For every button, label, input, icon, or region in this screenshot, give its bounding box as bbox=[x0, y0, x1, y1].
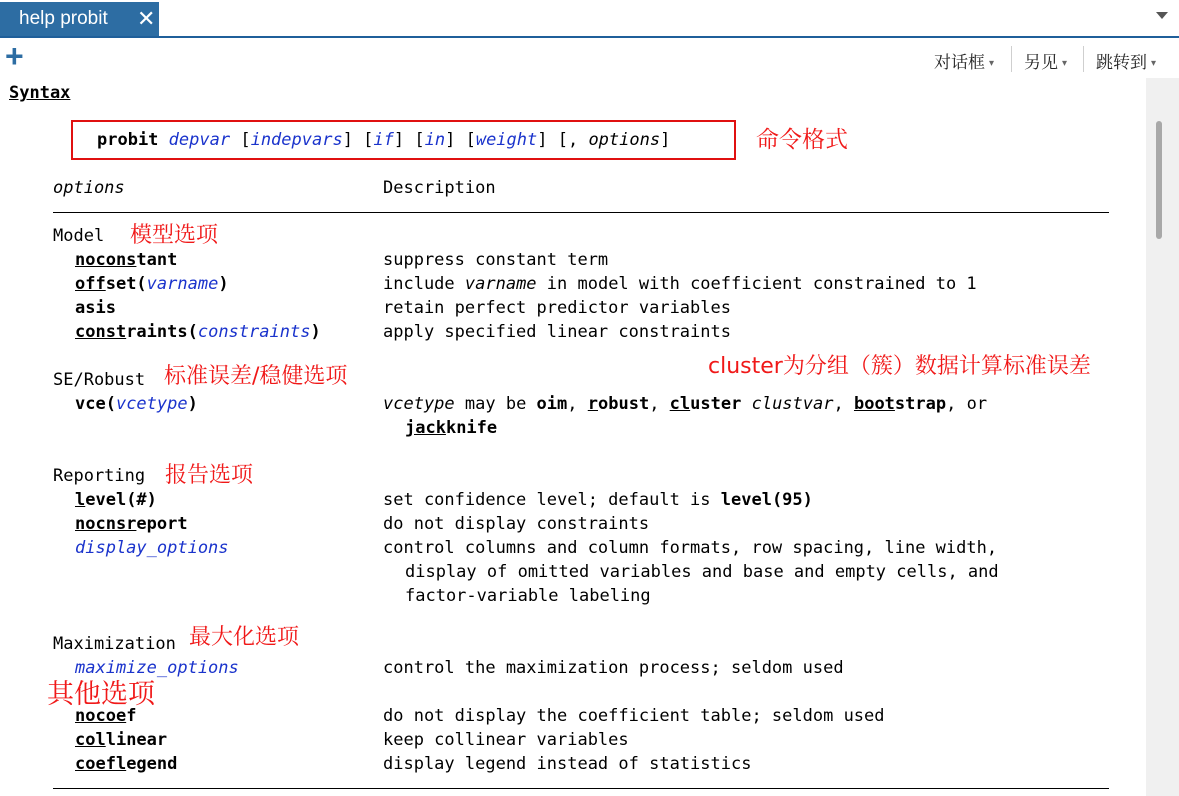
group-model: Model bbox=[53, 226, 105, 246]
syntax-line: probit depvar [indepvars] [if] [in] [weight] [, options] bbox=[97, 130, 671, 150]
option-maximize-options[interactable]: maximize_options bbox=[75, 658, 239, 678]
tab-bar bbox=[0, 0, 1179, 38]
link-depvar[interactable]: depvar bbox=[168, 130, 231, 150]
annotation-command-format: 命令格式 bbox=[756, 127, 848, 153]
option-display-options[interactable]: display_options bbox=[75, 538, 229, 558]
toolbar bbox=[0, 38, 1179, 78]
dialog-button[interactable] bbox=[934, 48, 994, 73]
jump-to-button[interactable] bbox=[1096, 48, 1156, 73]
option-coeflegend[interactable]: coeflegend bbox=[75, 754, 178, 774]
desc-vce-jackknife: jackknife bbox=[405, 418, 498, 438]
tab-help-probit[interactable] bbox=[0, 2, 159, 36]
option-nocoef[interactable]: nocoef bbox=[75, 706, 137, 726]
desc-display-1: control columns and column formats, row spacing, line width, bbox=[383, 538, 998, 558]
table-rule-bottom bbox=[53, 788, 1109, 789]
annotation-report-options: 报告选项 bbox=[165, 463, 254, 488]
column-header-options: options bbox=[53, 178, 125, 198]
desc-constraints: apply specified linear constraints bbox=[383, 322, 731, 342]
annotation-max-options: 最大化选项 bbox=[189, 625, 300, 650]
desc-display-3: factor-variable labeling bbox=[405, 586, 651, 606]
annotation-se-options: 标准误差/稳健选项 bbox=[164, 364, 348, 389]
syntax-cmd: probit bbox=[97, 130, 159, 150]
option-level[interactable]: level(#) bbox=[75, 490, 157, 510]
option-offset[interactable]: offset(varname) bbox=[75, 274, 229, 294]
tab-title: help probit bbox=[19, 8, 108, 29]
desc-asis: retain perfect predictor variables bbox=[383, 298, 731, 318]
vertical-scrollbar[interactable] bbox=[1146, 78, 1179, 796]
desc-level: set confidence level; default is level(95) bbox=[383, 490, 813, 510]
link-in[interactable]: in bbox=[424, 130, 446, 150]
option-nocnsreport[interactable]: nocnsreport bbox=[75, 514, 188, 534]
syntax-heading[interactable]: Syntax bbox=[9, 83, 71, 103]
caret-down-icon: ▾ bbox=[989, 58, 995, 69]
group-reporting: Reporting bbox=[53, 466, 146, 486]
chevron-down-icon[interactable] bbox=[1156, 12, 1168, 19]
caret-down-icon: ▾ bbox=[1151, 58, 1157, 69]
also-see-button[interactable] bbox=[1024, 48, 1067, 73]
link-indepvars[interactable]: indepvars bbox=[250, 130, 343, 150]
desc-coeflegend: display legend instead of statistics bbox=[383, 754, 752, 774]
syntax-options: options bbox=[588, 130, 661, 150]
column-header-description: Description bbox=[383, 178, 496, 198]
group-se-robust: SE/Robust bbox=[53, 370, 146, 390]
desc-nocnsreport: do not display constraints bbox=[383, 514, 650, 534]
desc-vce: vcetype may be oim, robust, cluster clustvar, bootstrap, or bbox=[383, 394, 988, 414]
annotation-other-options: 其他选项 bbox=[47, 679, 155, 710]
caret-down-icon: ▾ bbox=[1062, 58, 1068, 69]
scrollbar-thumb[interactable] bbox=[1156, 121, 1162, 239]
desc-nocoef: do not display the coefficient table; seldom used bbox=[383, 706, 885, 726]
annotation-cluster-note: cluster为分组（簇）数据计算标准误差 bbox=[708, 354, 1091, 379]
option-noconstant[interactable]: noconstant bbox=[75, 250, 178, 270]
plus-icon[interactable]: + bbox=[5, 38, 24, 74]
annotation-model-options: 模型选项 bbox=[130, 223, 219, 248]
toolbar-divider bbox=[1011, 46, 1012, 72]
option-asis[interactable]: asis bbox=[75, 298, 116, 318]
toolbar-divider bbox=[1083, 46, 1084, 72]
dialog-label: 对话框 bbox=[934, 53, 985, 72]
close-icon[interactable]: ✕ bbox=[137, 6, 156, 31]
link-if[interactable]: if bbox=[373, 130, 394, 150]
option-collinear[interactable]: collinear bbox=[75, 730, 168, 750]
table-rule bbox=[53, 212, 1109, 213]
desc-offset: include varname in model with coefficient constrained to 1 bbox=[383, 274, 977, 294]
desc-collinear: keep collinear variables bbox=[383, 730, 629, 750]
link-weight[interactable]: weight bbox=[475, 130, 538, 150]
help-content bbox=[0, 78, 1146, 796]
desc-noconstant: suppress constant term bbox=[383, 250, 609, 270]
desc-display-2: display of omitted variables and base and empty cells, and bbox=[405, 562, 999, 582]
option-constraints[interactable]: constraints(constraints) bbox=[75, 322, 321, 342]
option-vce[interactable]: vce(vcetype) bbox=[75, 394, 198, 414]
jump-to-label: 跳转到 bbox=[1096, 53, 1147, 72]
group-maximization: Maximization bbox=[53, 634, 176, 654]
also-see-label: 另见 bbox=[1024, 53, 1058, 72]
desc-maximize: control the maximization process; seldom used bbox=[383, 658, 844, 678]
